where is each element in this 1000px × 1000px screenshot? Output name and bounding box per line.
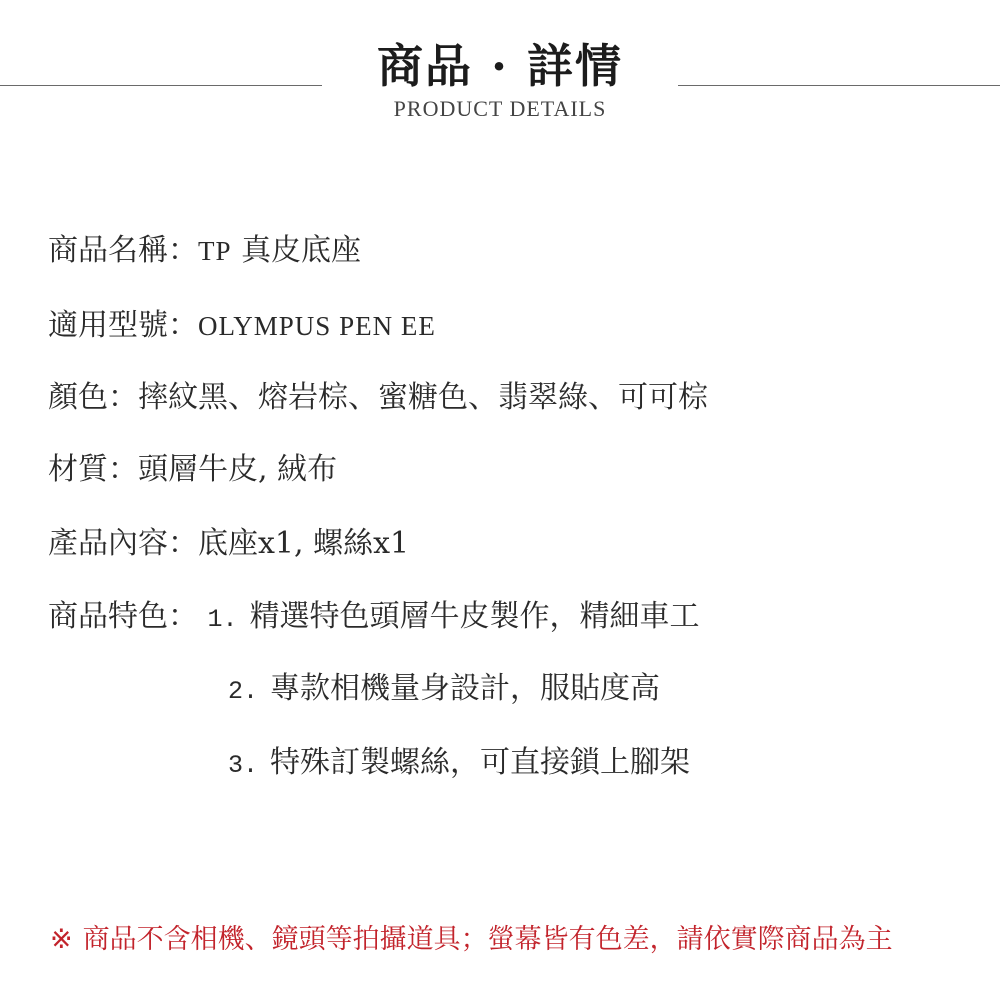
spec-row-model xyxy=(48,306,436,346)
spec-row-features xyxy=(48,597,700,637)
spec-value-model: OLYMPUS PEN EE xyxy=(198,311,436,341)
spec-label-features: 商品特色： xyxy=(48,599,198,634)
disclaimer-notice xyxy=(50,920,893,960)
section-subtitle: PRODUCT DETAILS xyxy=(393,96,607,121)
spec-label-product-name: 商品名稱： xyxy=(48,233,198,268)
spec-label-colors: 顏色： xyxy=(48,380,138,415)
feature-row-3 xyxy=(228,743,690,783)
spec-label-contents: 產品內容： xyxy=(48,526,198,561)
feature-number: 3. xyxy=(228,751,259,780)
spec-row-product-name xyxy=(48,231,361,271)
feature-item-2: 專款相機量身設計，服貼度高 xyxy=(270,671,661,706)
spec-value-product-name: 真皮底座 xyxy=(241,233,362,268)
reference-mark-icon: ※ xyxy=(50,924,73,955)
spec-label-material: 材質： xyxy=(48,452,138,487)
spec-row-colors xyxy=(48,378,708,418)
feature-item-3: 特殊訂製螺絲，可直接鎖上腳架 xyxy=(270,745,691,780)
spec-value-colors: 摔紋黑、熔岩棕、蜜糖色、翡翠綠、可可棕 xyxy=(138,380,708,415)
spec-label-model: 適用型號： xyxy=(48,308,198,343)
feature-number: 1. xyxy=(207,605,238,634)
feature-number: 2. xyxy=(228,677,259,706)
spec-row-contents xyxy=(48,524,409,564)
spec-row-material xyxy=(48,450,337,490)
disclaimer-text: 商品不含相機、鏡頭等拍攝道具；螢幕皆有色差，請依實際商品為主 xyxy=(82,924,893,955)
spec-value-product-name-code: TP xyxy=(198,236,232,266)
spec-value-contents: 底座x1, 螺絲x1 xyxy=(198,526,410,561)
section-title: 商品 · 詳情 xyxy=(376,39,624,93)
feature-row-2 xyxy=(228,669,660,709)
spec-value-material: 頭層牛皮, 絨布 xyxy=(138,452,338,487)
feature-item-1: 精選特色頭層牛皮製作，精細車工 xyxy=(249,599,700,634)
